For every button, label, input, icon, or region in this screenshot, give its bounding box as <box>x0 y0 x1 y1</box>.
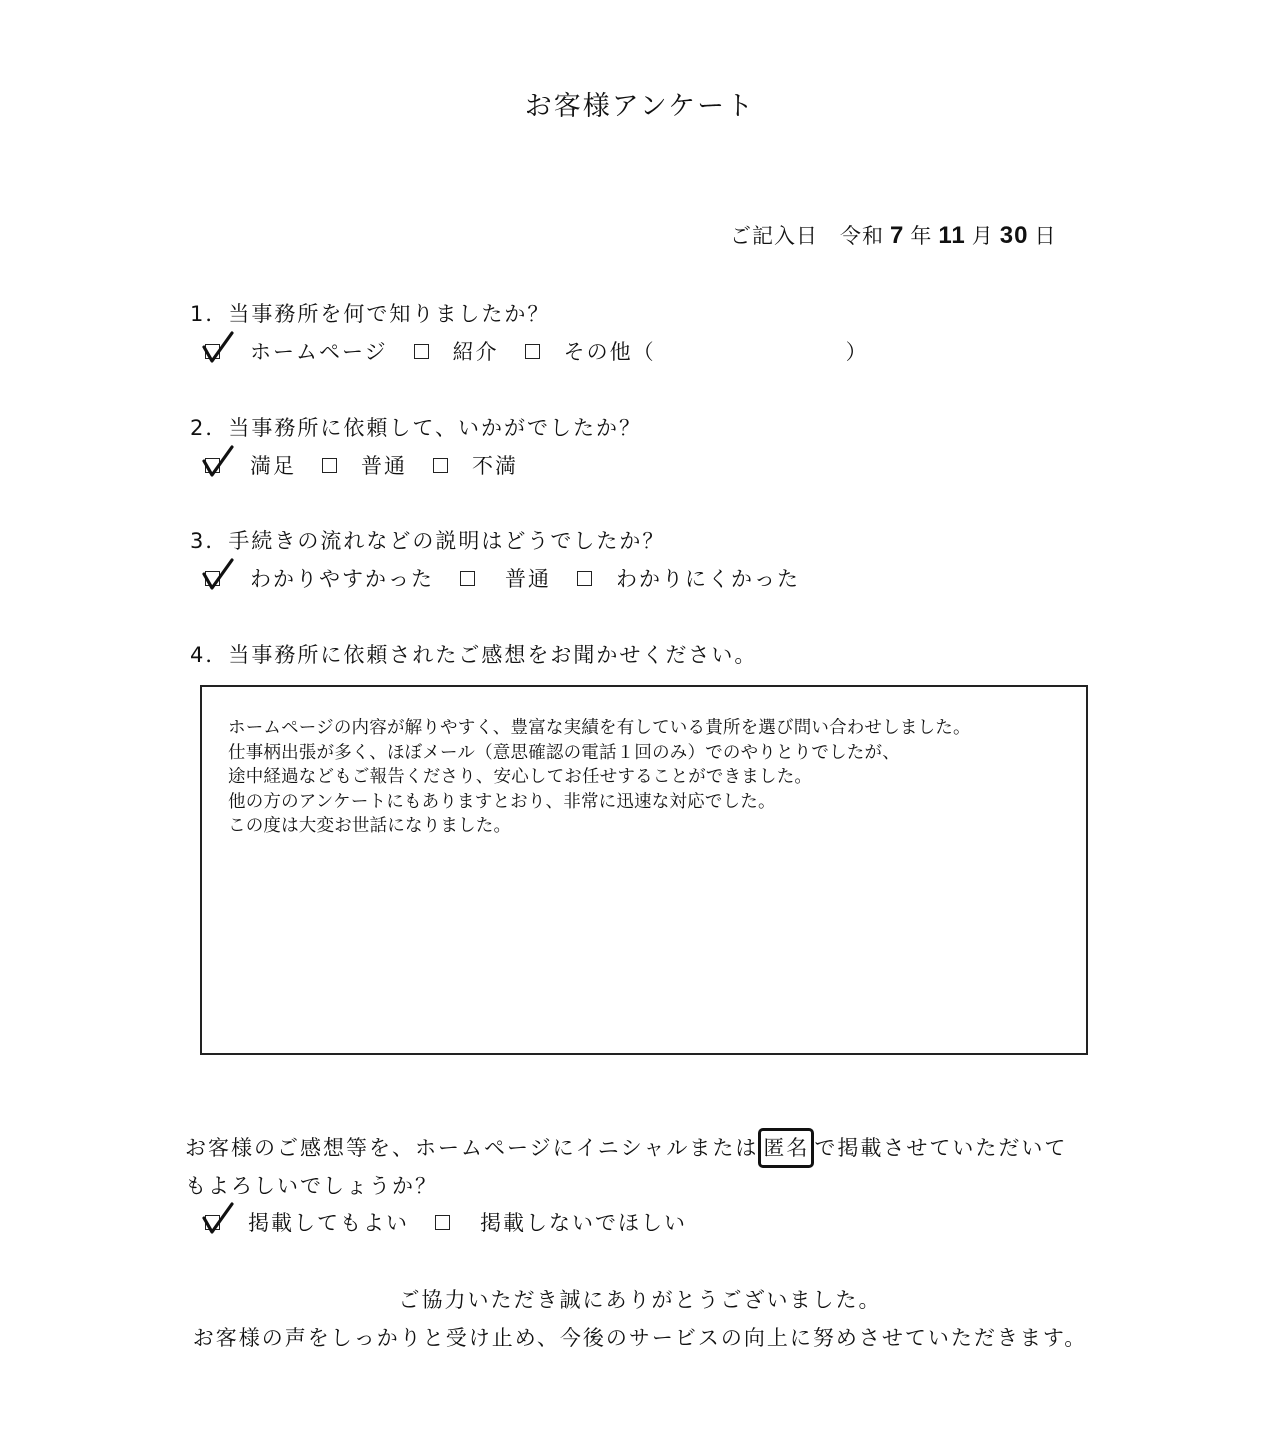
checkbox-hard[interactable] <box>577 571 592 586</box>
checkbox-dissatisfied[interactable] <box>433 458 448 473</box>
option-normal: 普通 <box>361 454 407 478</box>
anonymous-circled: 匿名 <box>758 1128 814 1168</box>
option-other: その他（ <box>563 340 656 364</box>
check-mark-icon <box>202 558 236 592</box>
option-dissatisfied: 不満 <box>472 454 518 478</box>
date-day: 30 <box>999 222 1029 249</box>
date-month: 11 <box>938 222 966 249</box>
checkbox-satisfied[interactable] <box>205 458 220 473</box>
closing-message: お客様の声をしっかりと受け止め、今後のサービスの向上に努めさせていただきます。 <box>192 1326 1088 1350</box>
check-mark-icon <box>202 445 236 479</box>
checkbox-normal[interactable] <box>322 458 337 473</box>
date-day-unit: 日 <box>1034 224 1057 248</box>
comment-line: 途中経過などもご報告くださり、安心してお任せすることができました。 <box>228 767 813 787</box>
option-publish-ok: 掲載してもよい <box>248 1211 409 1235</box>
question-1-options <box>205 336 869 366</box>
checkbox-publish-no[interactable] <box>435 1215 450 1230</box>
checkbox-homepage[interactable] <box>205 344 220 359</box>
option-homepage: ホームページ <box>250 340 388 364</box>
date-month-unit: 月 <box>971 224 994 248</box>
comment-line: ホームページの内容が解りやすく、豊富な実績を有している貴所を選び問い合わせしました。 <box>228 718 971 738</box>
comment-line: 仕事柄出張が多く、ほぼメール（意思確認の電話１回のみ）でのやりとりでしたが、 <box>228 742 900 763</box>
question-3-options <box>205 563 800 593</box>
question-3: 3．手続きの流れなどの説明はどうでしたか？ <box>190 529 666 553</box>
question-1: 1．当事務所を何で知りましたか？ <box>190 302 551 326</box>
question-2-options <box>205 450 518 480</box>
checkbox-easy[interactable] <box>205 571 220 586</box>
date-year: 7 <box>890 222 905 249</box>
option-normal-3: 普通 <box>505 567 551 591</box>
option-hard: わかりにくかった <box>616 567 800 591</box>
publish-consent-question <box>185 1128 1085 1205</box>
option-referral: 紹介 <box>452 340 499 364</box>
checkbox-referral[interactable] <box>414 344 429 359</box>
publish-consent-options <box>205 1207 687 1237</box>
question-2: 2．当事務所に依頼して、いかがでしたか？ <box>190 416 642 440</box>
option-other-close-paren: ） <box>845 340 869 364</box>
checkbox-publish-ok[interactable] <box>205 1215 220 1230</box>
date-era: 令和 <box>840 224 884 248</box>
consent-text-after: で掲載させていただいてもよろしいでしょうか？ <box>185 1136 1068 1198</box>
comment-line: この度は大変お世話になりました。 <box>228 816 512 836</box>
comment-line: 他の方のアンケートにもありますとおり、非常に迅速な対応でした。 <box>228 791 776 812</box>
option-satisfied: 満足 <box>250 454 296 478</box>
checkbox-normal-3[interactable] <box>460 571 475 586</box>
check-mark-icon <box>202 1202 236 1236</box>
consent-text-before: お客様のご感想等を、ホームページにイニシャルまたは <box>185 1136 759 1160</box>
checkbox-other[interactable] <box>525 344 540 359</box>
option-publish-no: 掲載しないでほしい <box>480 1211 687 1235</box>
check-mark-icon <box>202 331 236 365</box>
survey-title: お客様アンケート <box>524 91 756 122</box>
question-4: 4．当事務所に依頼されたご感想をお聞かせください。 <box>190 643 758 667</box>
thanks-message: ご協力いただき誠にありがとうございました。 <box>398 1288 882 1312</box>
comment-text <box>228 716 971 839</box>
entry-date <box>730 220 1056 250</box>
date-year-unit: 年 <box>910 224 933 248</box>
date-label: ご記入日 <box>730 224 818 248</box>
option-easy: わかりやすかった <box>250 567 434 591</box>
